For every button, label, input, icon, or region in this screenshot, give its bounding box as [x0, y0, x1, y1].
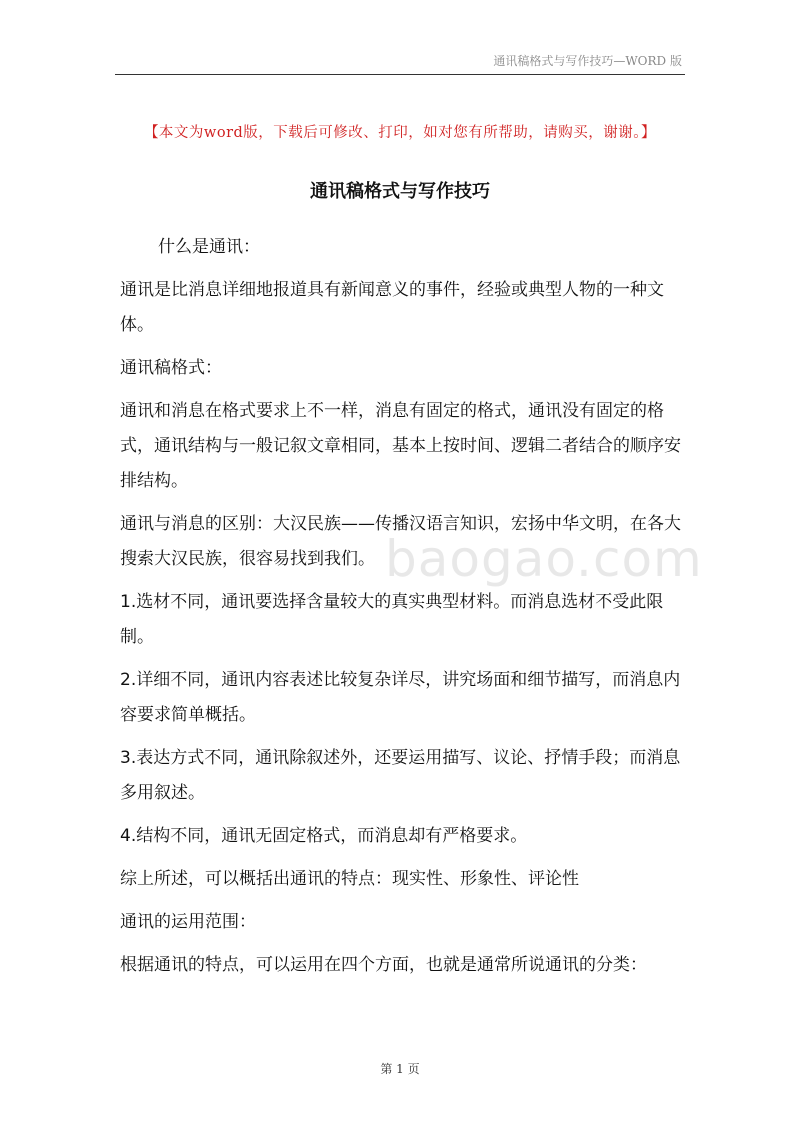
paragraph: 3.表达方式不同，通讯除叙述外，还要运用描写、议论、抒情手段；而消息多用叙述。 [120, 748, 681, 803]
paragraph: 2.详细不同，通讯内容表述比较复杂详尽，讲究场面和细节描写，而消息内容要求简单概括。 [120, 670, 681, 725]
paragraph: 通讯与消息的区别：大汉民族——传播汉语言知识，宏扬中华文明，在各大搜索大汉民族，很容易找到我们。 [120, 514, 681, 569]
paragraph: 根据通讯的特点，可以运用在四个方面，也就是通常所说通讯的分类： [120, 955, 647, 975]
paragraph: 通讯的运用范围： [120, 912, 256, 932]
paragraph: 通讯稿格式： [120, 358, 222, 378]
paragraph: 通讯是比消息详细地报道具有新闻意义的事件，经验或典型人物的一种文体。 [120, 280, 664, 335]
paragraph: 什么是通讯： [158, 237, 260, 257]
watermark: baogao.com [385, 530, 703, 588]
page-number: 第 1 页 [380, 1062, 420, 1076]
document-body [120, 230, 685, 991]
page-header: 通讯稿格式与写作技巧—WORD 版 [493, 54, 682, 68]
paragraph: 4.结构不同，通讯无固定格式，而消息却有严格要求。 [120, 826, 528, 846]
paragraph: 1.选材不同，通讯要选择含量较大的真实典型材料。而消息选材不受此限制。 [120, 592, 664, 647]
document-title: 通讯稿格式与写作技巧 [310, 181, 490, 202]
paragraph: 综上所述，可以概括出通讯的特点：现实性、形象性、评论性 [120, 869, 579, 889]
paragraph: 通讯和消息在格式要求上不一样，消息有固定的格式，通讯没有固定的格式，通讯结构与一般记叙文章相同，基本上按时间、逻辑二者结合的顺序安排结构。 [120, 401, 681, 491]
download-notice: 【本文为word版，下载后可修改、打印，如对您有所帮助，请购买，谢谢。】 [143, 125, 657, 141]
header-divider [115, 74, 685, 75]
